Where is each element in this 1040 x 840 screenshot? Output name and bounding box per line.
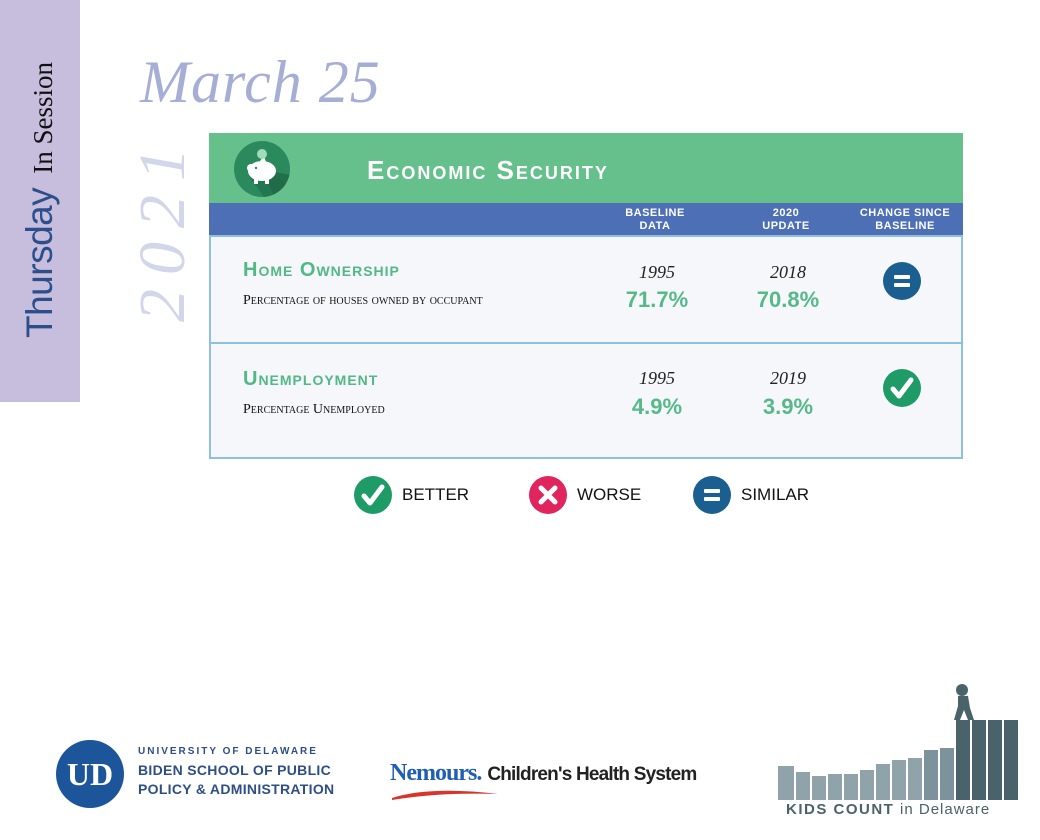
nemours-tagline: Children's Health System — [487, 764, 697, 785]
baseline-year: 1995 — [639, 262, 675, 282]
checkmark-icon — [883, 369, 921, 407]
kids-count-bold: KIDS COUNT — [786, 801, 895, 818]
baseline-year: 1995 — [639, 368, 675, 388]
ud-wordmark — [138, 746, 334, 799]
year-label: 2021 — [126, 134, 199, 322]
ud-seal-letters: UD — [66, 756, 114, 792]
indicator-description: Percentage Unemployed — [243, 402, 385, 417]
session-status: In Session — [28, 62, 58, 174]
column-header-line: DATA — [639, 220, 671, 232]
legend-label: BETTER — [402, 485, 470, 504]
indicator-description: Percentage of houses owned by occupant — [243, 293, 483, 308]
piggy-bank-icon — [234, 141, 290, 197]
column-header-update — [751, 207, 821, 233]
column-header-line: CHANGE SINCE — [859, 207, 951, 219]
ud-seal-logo — [56, 740, 124, 808]
session-label — [19, 62, 61, 338]
similar-icon — [883, 262, 921, 300]
ud-school-line1: BIDEN SCHOOL OF PUBLIC — [138, 762, 332, 778]
section-header — [209, 133, 963, 203]
legend-better — [354, 476, 469, 514]
column-header-line: BASELINE — [625, 207, 685, 219]
column-header-baseline — [620, 207, 690, 233]
column-header-bar — [209, 203, 963, 235]
update-year: 2018 — [770, 262, 806, 282]
update-year: 2019 — [770, 368, 806, 388]
legend-label: WORSE — [577, 485, 642, 504]
indicator-title: Home Ownership — [243, 259, 400, 281]
kids-count-wordmark — [786, 801, 990, 818]
indicator-title: Unemployment — [243, 368, 379, 390]
day-label: Thursday — [19, 187, 60, 338]
legend-worse — [529, 476, 641, 514]
section-title: Economic Security — [367, 155, 609, 185]
checkmark-icon — [354, 476, 392, 514]
table-row — [209, 235, 963, 344]
baseline-value: 4.9% — [631, 394, 683, 419]
column-header-line: 2020 — [772, 207, 800, 219]
date-title: March 25 — [140, 49, 381, 115]
table-row — [209, 342, 963, 459]
ud-school-line2: POLICY & ADMINISTRATION — [138, 781, 335, 797]
nemours-logo — [390, 760, 697, 787]
kids-count-rest: in Delaware — [900, 801, 991, 818]
legend-label: SIMILAR — [741, 485, 810, 504]
sidebar — [0, 0, 80, 402]
column-header-line: UPDATE — [762, 220, 810, 232]
ud-university-name: UNIVERSITY OF DELAWARE — [138, 746, 318, 757]
nemours-swoosh-icon — [390, 788, 500, 802]
baseline-value: 71.7% — [625, 287, 689, 312]
nemours-brand: Nemours. — [390, 760, 482, 786]
update-value: 3.9% — [762, 394, 814, 419]
kids-count-bars-logo — [778, 680, 1018, 800]
column-header-line: BASELINE — [875, 220, 935, 232]
x-icon — [529, 476, 567, 514]
indicator-table — [209, 133, 963, 459]
column-header-change — [851, 207, 959, 233]
update-value: 70.8% — [756, 287, 820, 312]
legend-similar — [693, 476, 809, 514]
equals-icon — [693, 476, 731, 514]
